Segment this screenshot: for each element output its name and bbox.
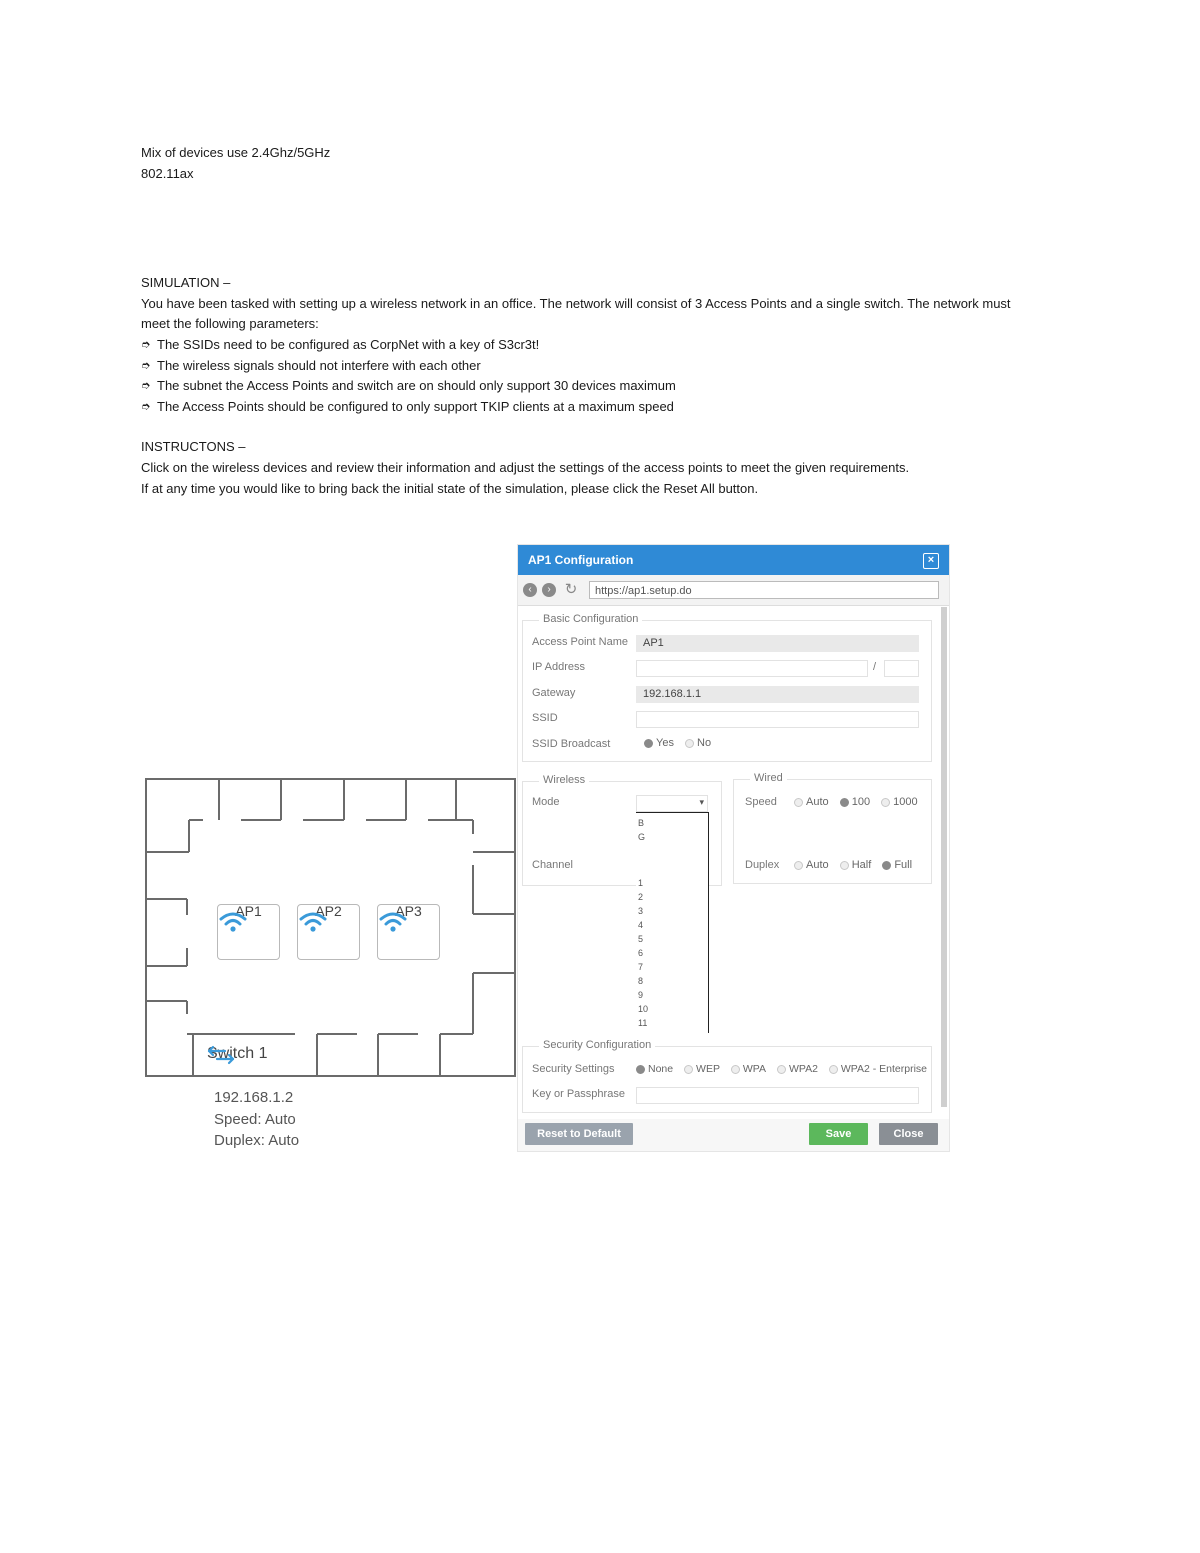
switch-duplex: Duplex: Auto xyxy=(214,1132,300,1149)
ap-name-label: Access Point Name xyxy=(532,636,628,648)
channel-label: Channel xyxy=(532,859,573,871)
gateway-field[interactable]: 192.168.1.1 xyxy=(636,686,919,703)
duplex-auto-radio[interactable] xyxy=(794,861,803,870)
channel-option[interactable]: 10 xyxy=(638,1004,649,1014)
bullet-item: ➮ The SSIDs need to be configured as CorpNet with a key of S3cr3t! xyxy=(141,335,1041,356)
wifi-icon xyxy=(218,911,248,933)
close-button[interactable]: Close xyxy=(879,1123,938,1145)
mode-label: Mode xyxy=(532,796,560,808)
url-bar[interactable]: https://ap1.setup.do xyxy=(589,581,939,599)
channel-option[interactable]: 3 xyxy=(638,906,644,916)
duplex-full-radio[interactable] xyxy=(882,861,891,870)
duplex-options: Auto Half Full xyxy=(794,859,920,871)
security-legend: Security Configuration xyxy=(539,1039,655,1051)
bullet-item: ➮ The subnet the Access Points and switch are on should only support 30 devices maximum xyxy=(141,376,1041,397)
ssid-broadcast-options: Yes No xyxy=(644,737,719,749)
intro-line-2: 802.11ax xyxy=(141,165,194,181)
switch-label: Switch 1 xyxy=(207,1045,268,1062)
basic-legend: Basic Configuration xyxy=(539,613,642,625)
switch-ip: 192.168.1.2 xyxy=(214,1089,294,1106)
duplex-half-radio[interactable] xyxy=(840,861,849,870)
simulation-text: You have been tasked with setting up a wireless network in an office. The network will consist of 3 Access Points and a single switch. The network must meet the following parameters: xyxy=(141,295,1011,332)
ap3-label: AP3 xyxy=(395,903,422,919)
ap-name-field[interactable]: AP1 xyxy=(636,635,919,652)
security-none-radio[interactable] xyxy=(636,1065,645,1074)
switch-info xyxy=(214,1087,299,1152)
dialog-title: AP1 Configuration xyxy=(528,553,634,567)
speed-100-radio[interactable] xyxy=(840,798,849,807)
key-passphrase-label: Key or Passphrase xyxy=(532,1088,625,1100)
subnet-prefix-field[interactable] xyxy=(884,660,919,677)
speed-options: Auto 100 1000 xyxy=(794,796,926,808)
bullet-arrow-icon: ➮ xyxy=(141,359,151,372)
key-passphrase-field[interactable] xyxy=(636,1087,919,1104)
instructions-line-2: If at any time you would like to bring back the initial state of the simulation, please click the Reset All button. xyxy=(141,480,759,496)
security-wpa-radio[interactable] xyxy=(731,1065,740,1074)
broadcast-no-radio[interactable] xyxy=(685,739,694,748)
security-options: None WEP WPA WPA2 WPA2 - Enterprise xyxy=(636,1063,935,1075)
switch1-device[interactable] xyxy=(207,1045,267,1063)
broadcast-yes-radio[interactable] xyxy=(644,739,653,748)
back-icon[interactable]: ‹ xyxy=(523,583,537,597)
office-floorplan xyxy=(145,778,516,1078)
ip-slash: / xyxy=(873,661,877,673)
intro-line-1: Mix of devices use 2.4Ghz/5GHz xyxy=(141,145,331,160)
ip-address-label: IP Address xyxy=(532,661,585,673)
bullet-arrow-icon: ➮ xyxy=(141,380,151,393)
channel-option[interactable]: 7 xyxy=(638,962,644,972)
speed-label: Speed xyxy=(745,796,777,808)
channel-option[interactable]: 4 xyxy=(638,920,644,930)
switch-arrows-icon xyxy=(207,1045,235,1065)
ap2-device[interactable] xyxy=(297,904,360,960)
ap2-label: AP2 xyxy=(315,903,342,919)
save-button[interactable]: Save xyxy=(809,1123,868,1145)
bullet-item: ➮ The wireless signals should not interfere with each other xyxy=(141,356,1041,377)
channel-option[interactable]: 9 xyxy=(638,990,644,1000)
wifi-icon xyxy=(378,911,408,933)
mode-option[interactable]: B xyxy=(638,818,645,828)
ssid-field[interactable] xyxy=(636,711,919,728)
mode-option[interactable]: G xyxy=(638,832,646,842)
ssid-label: SSID xyxy=(532,712,558,724)
mode-select[interactable] xyxy=(636,795,708,812)
dropdown-list xyxy=(636,812,709,1033)
switch-speed: Speed: Auto xyxy=(214,1110,296,1128)
ssid-broadcast-label: SSID Broadcast xyxy=(532,738,611,750)
ap1-configuration-dialog xyxy=(518,545,949,1151)
dialog-titlebar xyxy=(518,545,949,575)
channel-option[interactable]: 8 xyxy=(638,976,644,986)
speed-1000-radio[interactable] xyxy=(881,798,890,807)
bullet-arrow-icon: ➮ xyxy=(141,338,151,351)
ap1-label: AP1 xyxy=(235,903,262,919)
security-settings-label: Security Settings xyxy=(532,1063,615,1075)
refresh-icon[interactable]: ↻ xyxy=(564,581,578,598)
channel-option[interactable]: 6 xyxy=(638,948,644,958)
speed-auto-radio[interactable] xyxy=(794,798,803,807)
channel-option[interactable]: 1 xyxy=(638,878,644,888)
channel-option[interactable]: 11 xyxy=(638,1018,648,1028)
wireless-legend: Wireless xyxy=(539,774,589,786)
duplex-label: Duplex xyxy=(745,859,780,871)
security-wpa2-radio[interactable] xyxy=(777,1065,786,1074)
simulation-heading: SIMULATION – xyxy=(141,275,231,291)
bullet-arrow-icon: ➮ xyxy=(141,400,151,413)
ap1-device[interactable] xyxy=(217,904,280,960)
forward-icon[interactable]: › xyxy=(542,583,556,597)
ap3-device[interactable] xyxy=(377,904,440,960)
reset-to-default-button[interactable]: Reset to Default xyxy=(525,1123,633,1145)
security-wep-radio[interactable] xyxy=(684,1065,693,1074)
gateway-label: Gateway xyxy=(532,687,576,699)
browser-nav-bar xyxy=(518,575,949,606)
document-text xyxy=(141,143,1041,499)
wired-legend: Wired xyxy=(750,772,787,784)
ip-address-field[interactable] xyxy=(636,660,868,677)
close-icon[interactable]: × xyxy=(923,553,939,569)
instructions-line-1: Click on the wireless devices and review their information and adjust the settings of the access points to meet the given requirements. xyxy=(141,459,910,475)
channel-option[interactable]: 5 xyxy=(638,934,644,944)
instructions-heading: INSTRUCTONS – xyxy=(141,439,246,455)
security-wpa2-enterprise-radio[interactable] xyxy=(829,1065,838,1074)
scrollbar[interactable] xyxy=(941,607,947,1107)
bullet-item: ➮ The Access Points should be configured to only support TKIP clients at a maximum speed xyxy=(141,397,1041,418)
wifi-icon xyxy=(298,911,328,933)
channel-option[interactable]: 2 xyxy=(638,892,644,902)
